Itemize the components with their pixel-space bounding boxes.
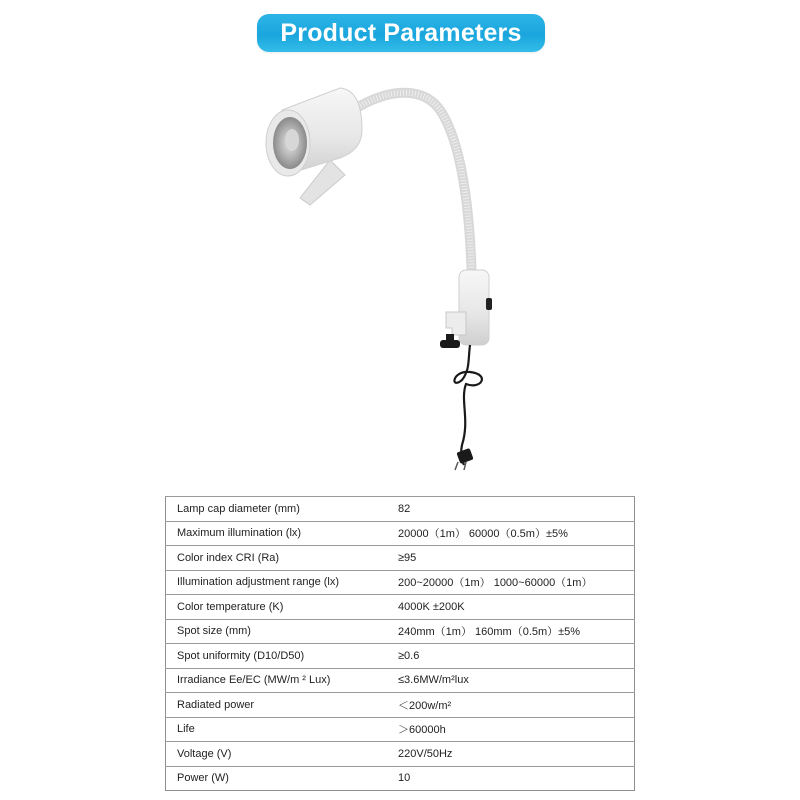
spec-label: Illumination adjustment range (lx): [166, 570, 382, 595]
spec-label: Spot uniformity (D10/D50): [166, 644, 382, 669]
table-row: [166, 766, 635, 791]
spec-value: ＞60000h: [381, 717, 635, 742]
spec-label: Irradiance Ee/EC (MW/m ² Lux): [166, 668, 382, 693]
spec-value: ≤3.6MW/m²lux: [381, 668, 635, 693]
spec-label: Color index CRI (Ra): [166, 546, 382, 571]
spec-value: 4000K ±200K: [381, 595, 635, 620]
spec-label: Spot size (mm): [166, 619, 382, 644]
spec-value: 82: [381, 497, 635, 522]
spec-value: ≥0.6: [381, 644, 635, 669]
spec-value: ＜200w/m²: [381, 693, 635, 718]
spec-label: Lamp cap diameter (mm): [166, 497, 382, 522]
spec-value: 240mm（1m） 160mm（0.5m）±5%: [381, 619, 635, 644]
table-row: [166, 742, 635, 767]
table-row: [166, 570, 635, 595]
spec-label: Maximum illumination (lx): [166, 521, 382, 546]
spec-value: 20000（1m） 60000（0.5m）±5%: [381, 521, 635, 546]
spec-label: Color temperature (K): [166, 595, 382, 620]
spec-table: [165, 496, 635, 791]
table-row: [166, 619, 635, 644]
table-row: [166, 521, 635, 546]
table-row: [166, 693, 635, 718]
spec-value: 220V/50Hz: [381, 742, 635, 767]
spec-value: 10: [381, 766, 635, 791]
spec-label: Power (W): [166, 766, 382, 791]
table-row: [166, 595, 635, 620]
spec-label: Radiated power: [166, 693, 382, 718]
table-row: [166, 717, 635, 742]
table-row: [166, 644, 635, 669]
table-row: [166, 546, 635, 571]
spec-label: Life: [166, 717, 382, 742]
table-row: [166, 497, 635, 522]
page-title: Product Parameters: [280, 18, 522, 47]
spec-value: 200~20000（1m） 1000~60000（1m）: [381, 570, 635, 595]
spec-label: Voltage (V): [166, 742, 382, 767]
spec-value: ≥95: [381, 546, 635, 571]
table-row: [166, 668, 635, 693]
